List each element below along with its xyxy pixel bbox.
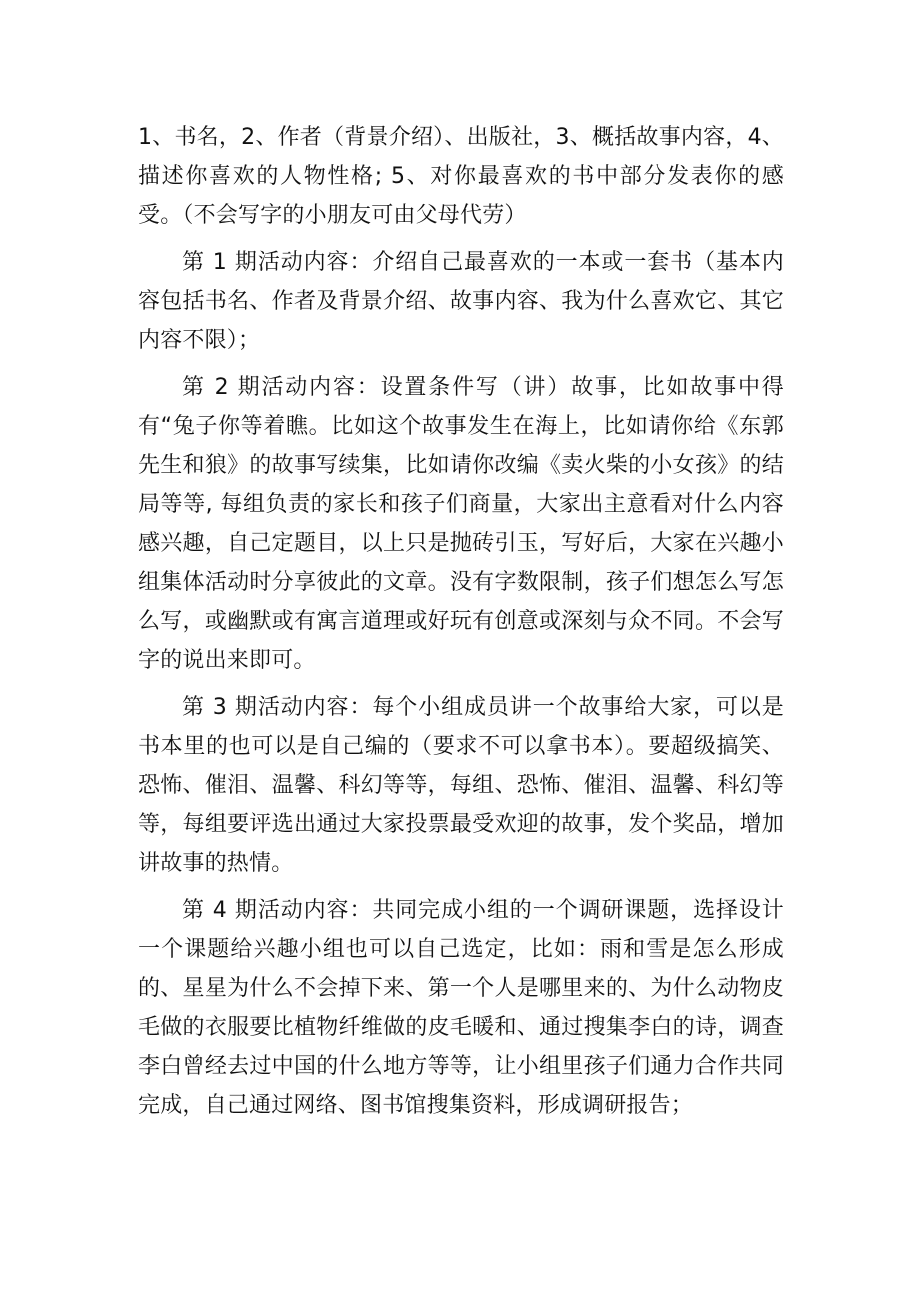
paragraph-activity-4: 第 4 期活动内容：共同完成小组的一个调研课题，选择设计一个课题给兴趣小组也可以自己选定，比如：雨和雪是怎么形成的、星星为什么不会掉下来、第一个人是哪里来的、为什么动物皮毛做的衣服要比植物纤维做的皮毛暖和、通过搜集李白的诗，调查李白曾经去过中国的什么地方等等，让小组里孩子们通力合作共同完成，自己通过网络、图书馆搜集资料，形成调研报告； (138, 898, 784, 1118)
paragraph-activity-2: 第 2 期活动内容：设置条件写（讲）故事，比如故事中得有“兔子你等着瞧。比如这个故事发生在海上，比如请你给《东郭先生和狼》的故事写续集，比如请你改编《卖火柴的小女孩》的结局等等, 每组负责的家长和孩子们商量，大家出主意看对什么内容感兴趣，自己定题目，以上只是抛砖引玉，写好后，大家在兴趣小组集体活动时分享彼此的文章。没有字数限制，孩子们想怎么写怎么写，或幽默或有寓言道理或好玩有创意或深刻与众不同。不会写字的说出来即可。 (138, 375, 784, 673)
document-page (138, 118, 784, 1133)
paragraph-activity-1: 第 1 期活动内容：介绍自己最喜欢的一本或一套书（基本内容包括书名、作者及背景介绍、故事内容、我为什么喜欢它、其它内容不限）； (138, 250, 784, 353)
paragraph-activity-3: 第 3 期活动内容：每个小组成员讲一个故事给大家，可以是书本里的也可以是自己编的（要求不可以拿书本）。要超级搞笑、恐怖、催泪、温馨、科幻等等，每组、恐怖、催泪、温馨、科幻等等，每组要评选出通过大家投票最受欢迎的故事，发个奖品，增加讲故事的热情。 (138, 695, 784, 876)
paragraph-book-report-items: 1、书名，2、作者（背景介绍）、出版社，3、概括故事内容，4、描述你喜欢的人物性格; 5、对你最喜欢的书中部分发表你的感受。（不会写字的小朋友可由父母代劳） (138, 125, 784, 228)
